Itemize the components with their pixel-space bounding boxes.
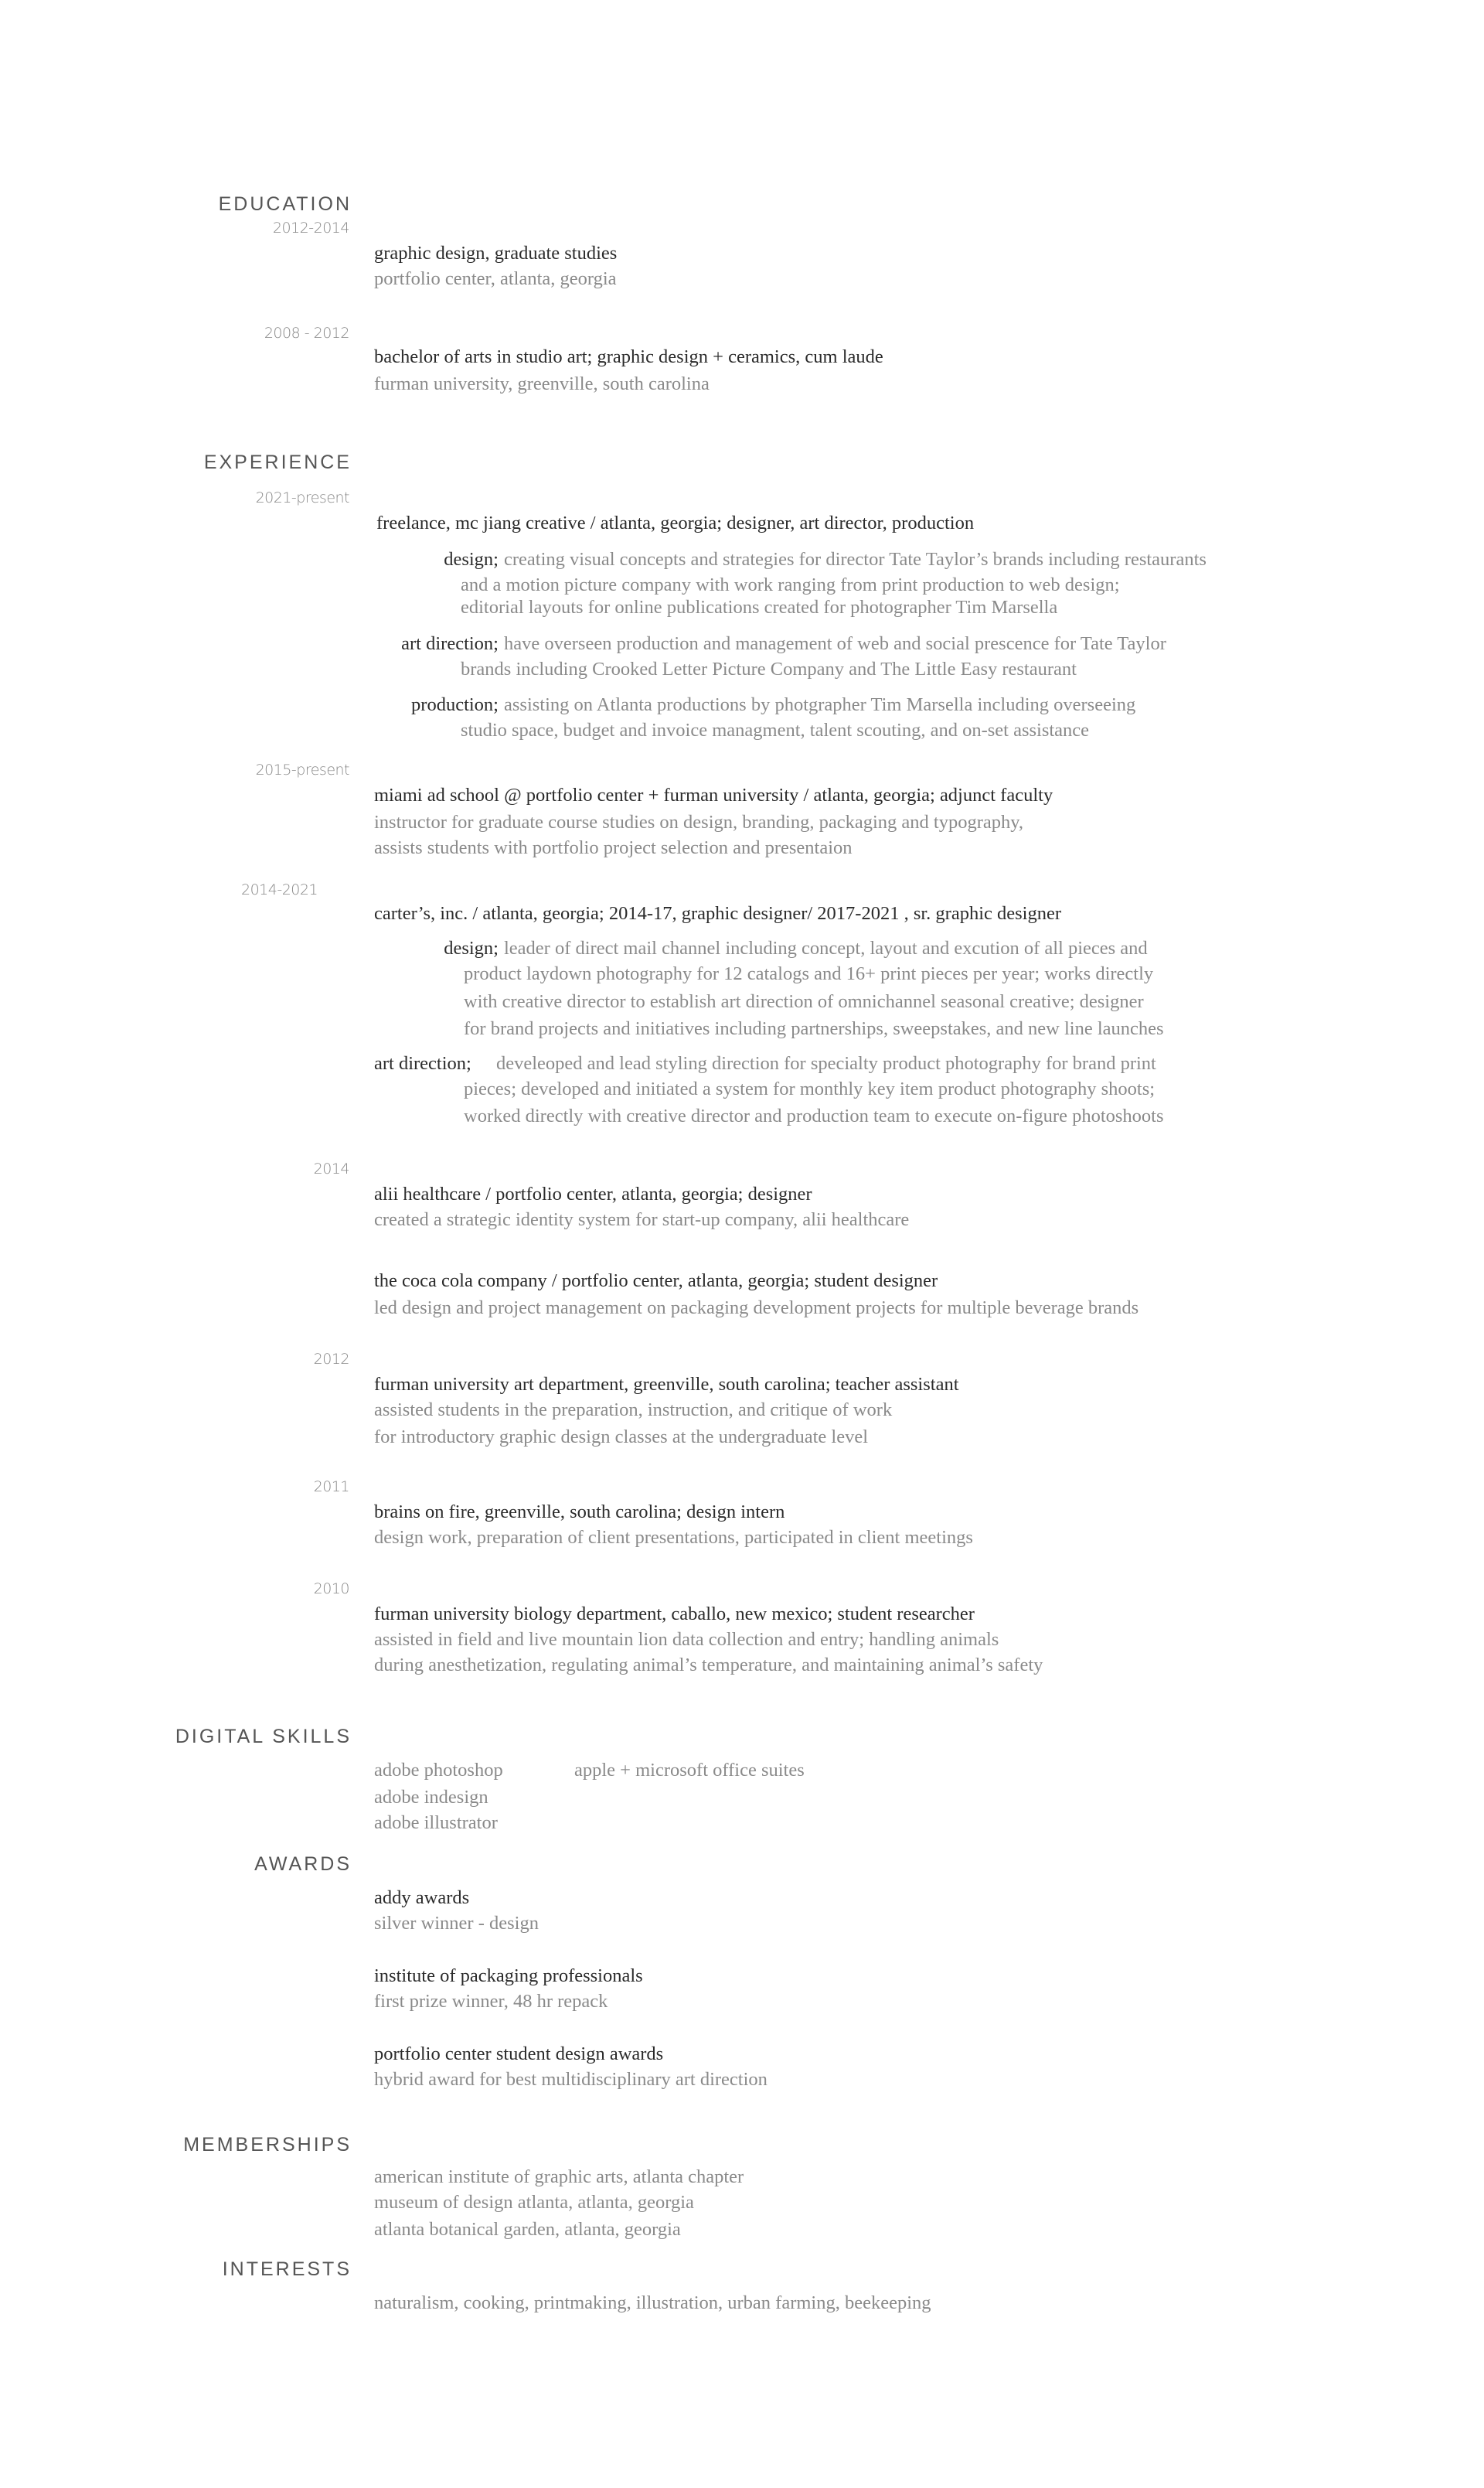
- interests-text: naturalism, cooking, printmaking, illustration, urban farming, beekeeping: [374, 2292, 931, 2313]
- awards-heading: AWARDS: [254, 1853, 352, 1875]
- education-title: bachelor of arts in studio art; graphic design + ceramics, cum laude: [374, 346, 883, 367]
- experience-title: brains on fire, greenville, south carolina; design intern: [374, 1501, 785, 1522]
- experience-years: 2011: [313, 1478, 349, 1495]
- experience-heading: EXPERIENCE: [203, 452, 352, 473]
- experience-title: freelance, mc jiang creative / atlanta, georgia; designer, art director, production: [376, 513, 975, 533]
- skill-item: apple + microsoft office suites: [574, 1760, 805, 1781]
- role-description: have overseen production and management of web and social prescence for Tate Taylor: [504, 633, 1166, 654]
- experience-detail: assisted in field and live mountain lion data collection and entry; handling animals: [374, 1629, 999, 1650]
- education-detail: furman university, greenville, south carolina: [374, 373, 710, 394]
- role-description: studio space, budget and invoice managment, talent scouting, and on-set assistance: [461, 720, 1090, 741]
- role-description: for brand projects and initiatives including partnerships, sweepstakes, and new line launches: [464, 1018, 1164, 1039]
- experience-years: 2012: [313, 1351, 349, 1368]
- award-detail: silver winner - design: [374, 1913, 539, 1934]
- education-years: 2008 - 2012: [264, 325, 349, 342]
- experience-title: alii healthcare / portfolio center, atlanta, georgia; designer: [374, 1184, 812, 1205]
- role-description: and a motion picture company with work ranging from print production to web design;: [461, 574, 1120, 595]
- role-label: production;: [411, 694, 499, 715]
- role-description: pieces; developed and initiated a system for monthly key item product photography shoots;: [464, 1079, 1156, 1099]
- award-title: addy awards: [374, 1887, 470, 1908]
- experience-detail: led design and project management on packaging development projects for multiple beverage brands: [374, 1297, 1139, 1318]
- skills-heading: DIGITAL SKILLS: [175, 1726, 352, 1747]
- memberships-heading: MEMBERSHIPS: [183, 2134, 352, 2156]
- experience-detail: for introductory graphic design classes at the undergraduate level: [374, 1426, 869, 1447]
- award-detail: first prize winner, 48 hr repack: [374, 1991, 608, 2012]
- experience-detail: assists students with portfolio project selection and presentaion: [374, 837, 853, 858]
- role-label: design;: [444, 549, 499, 570]
- role-description: editorial layouts for online publications created for photographer Tim Marsella: [461, 597, 1058, 618]
- experience-years: 2021-present: [255, 489, 349, 506]
- membership-item: museum of design atlanta, atlanta, georgia: [374, 2192, 694, 2213]
- experience-title: furman university biology department, caballo, new mexico; student researcher: [374, 1604, 975, 1624]
- role-description: develeoped and lead styling direction for specialty product photography for brand print: [496, 1053, 1156, 1074]
- award-detail: hybrid award for best multidisciplinary art direction: [374, 2069, 768, 2090]
- experience-years: 2015-present: [255, 762, 349, 779]
- role-description: leader of direct mail channel including concept, layout and excution of all pieces and: [504, 938, 1148, 959]
- role-label: design;: [444, 938, 499, 959]
- experience-years: 2014: [313, 1160, 349, 1178]
- experience-title: the coca cola company / portfolio center, atlanta, georgia; student designer: [374, 1270, 938, 1291]
- skill-item: adobe illustrator: [374, 1812, 498, 1833]
- skill-item: adobe photoshop: [374, 1760, 503, 1781]
- skill-item: adobe indesign: [374, 1787, 488, 1808]
- role-label: art direction;: [374, 1053, 471, 1074]
- role-description: creating visual concepts and strategies for director Tate Taylor’s brands including restaurants: [504, 549, 1207, 570]
- award-title: institute of packaging professionals: [374, 1965, 643, 1986]
- experience-detail: created a strategic identity system for start-up company, alii healthcare: [374, 1209, 910, 1230]
- experience-years: 2010: [313, 1580, 349, 1597]
- interests-heading: INTERESTS: [222, 2258, 352, 2280]
- experience-title: carter’s, inc. / atlanta, georgia; 2014-17, graphic designer/ 2017-2021 , sr. graphic designer: [374, 903, 1061, 924]
- role-description: assisting on Atlanta productions by photgrapher Tim Marsella including overseeing: [504, 694, 1136, 715]
- role-description: worked directly with creative director and production team to execute on-figure photoshoots: [464, 1106, 1164, 1126]
- experience-title: furman university art department, greenville, south carolina; teacher assistant: [374, 1374, 959, 1395]
- experience-detail: instructor for graduate course studies on design, branding, packaging and typography,: [374, 812, 1024, 833]
- education-years: 2012-2014: [272, 220, 349, 237]
- education-heading: EDUCATION: [218, 193, 352, 215]
- membership-item: american institute of graphic arts, atlanta chapter: [374, 2166, 744, 2187]
- role-description: with creative director to establish art direction of omnichannel seasonal creative; designer: [464, 991, 1144, 1012]
- experience-title: miami ad school @ portfolio center + furman university / atlanta, georgia; adjunct faculty: [374, 785, 1053, 806]
- role-label: art direction;: [401, 633, 499, 654]
- experience-detail: during anesthetization, regulating animal’s temperature, and maintaining animal’s safety: [374, 1655, 1043, 1675]
- experience-years: 2014-2021: [241, 881, 318, 898]
- experience-detail: assisted students in the preparation, instruction, and critique of work: [374, 1399, 893, 1420]
- award-title: portfolio center student design awards: [374, 2043, 664, 2064]
- education-title: graphic design, graduate studies: [374, 243, 618, 264]
- membership-item: atlanta botanical garden, atlanta, georgia: [374, 2219, 681, 2240]
- experience-detail: design work, preparation of client presentations, participated in client meetings: [374, 1527, 973, 1548]
- role-description: product laydown photography for 12 catalogs and 16+ print pieces per year; works directly: [464, 963, 1154, 984]
- education-detail: portfolio center, atlanta, georgia: [374, 268, 617, 289]
- role-description: brands including Crooked Letter Picture Company and The Little Easy restaurant: [461, 659, 1077, 680]
